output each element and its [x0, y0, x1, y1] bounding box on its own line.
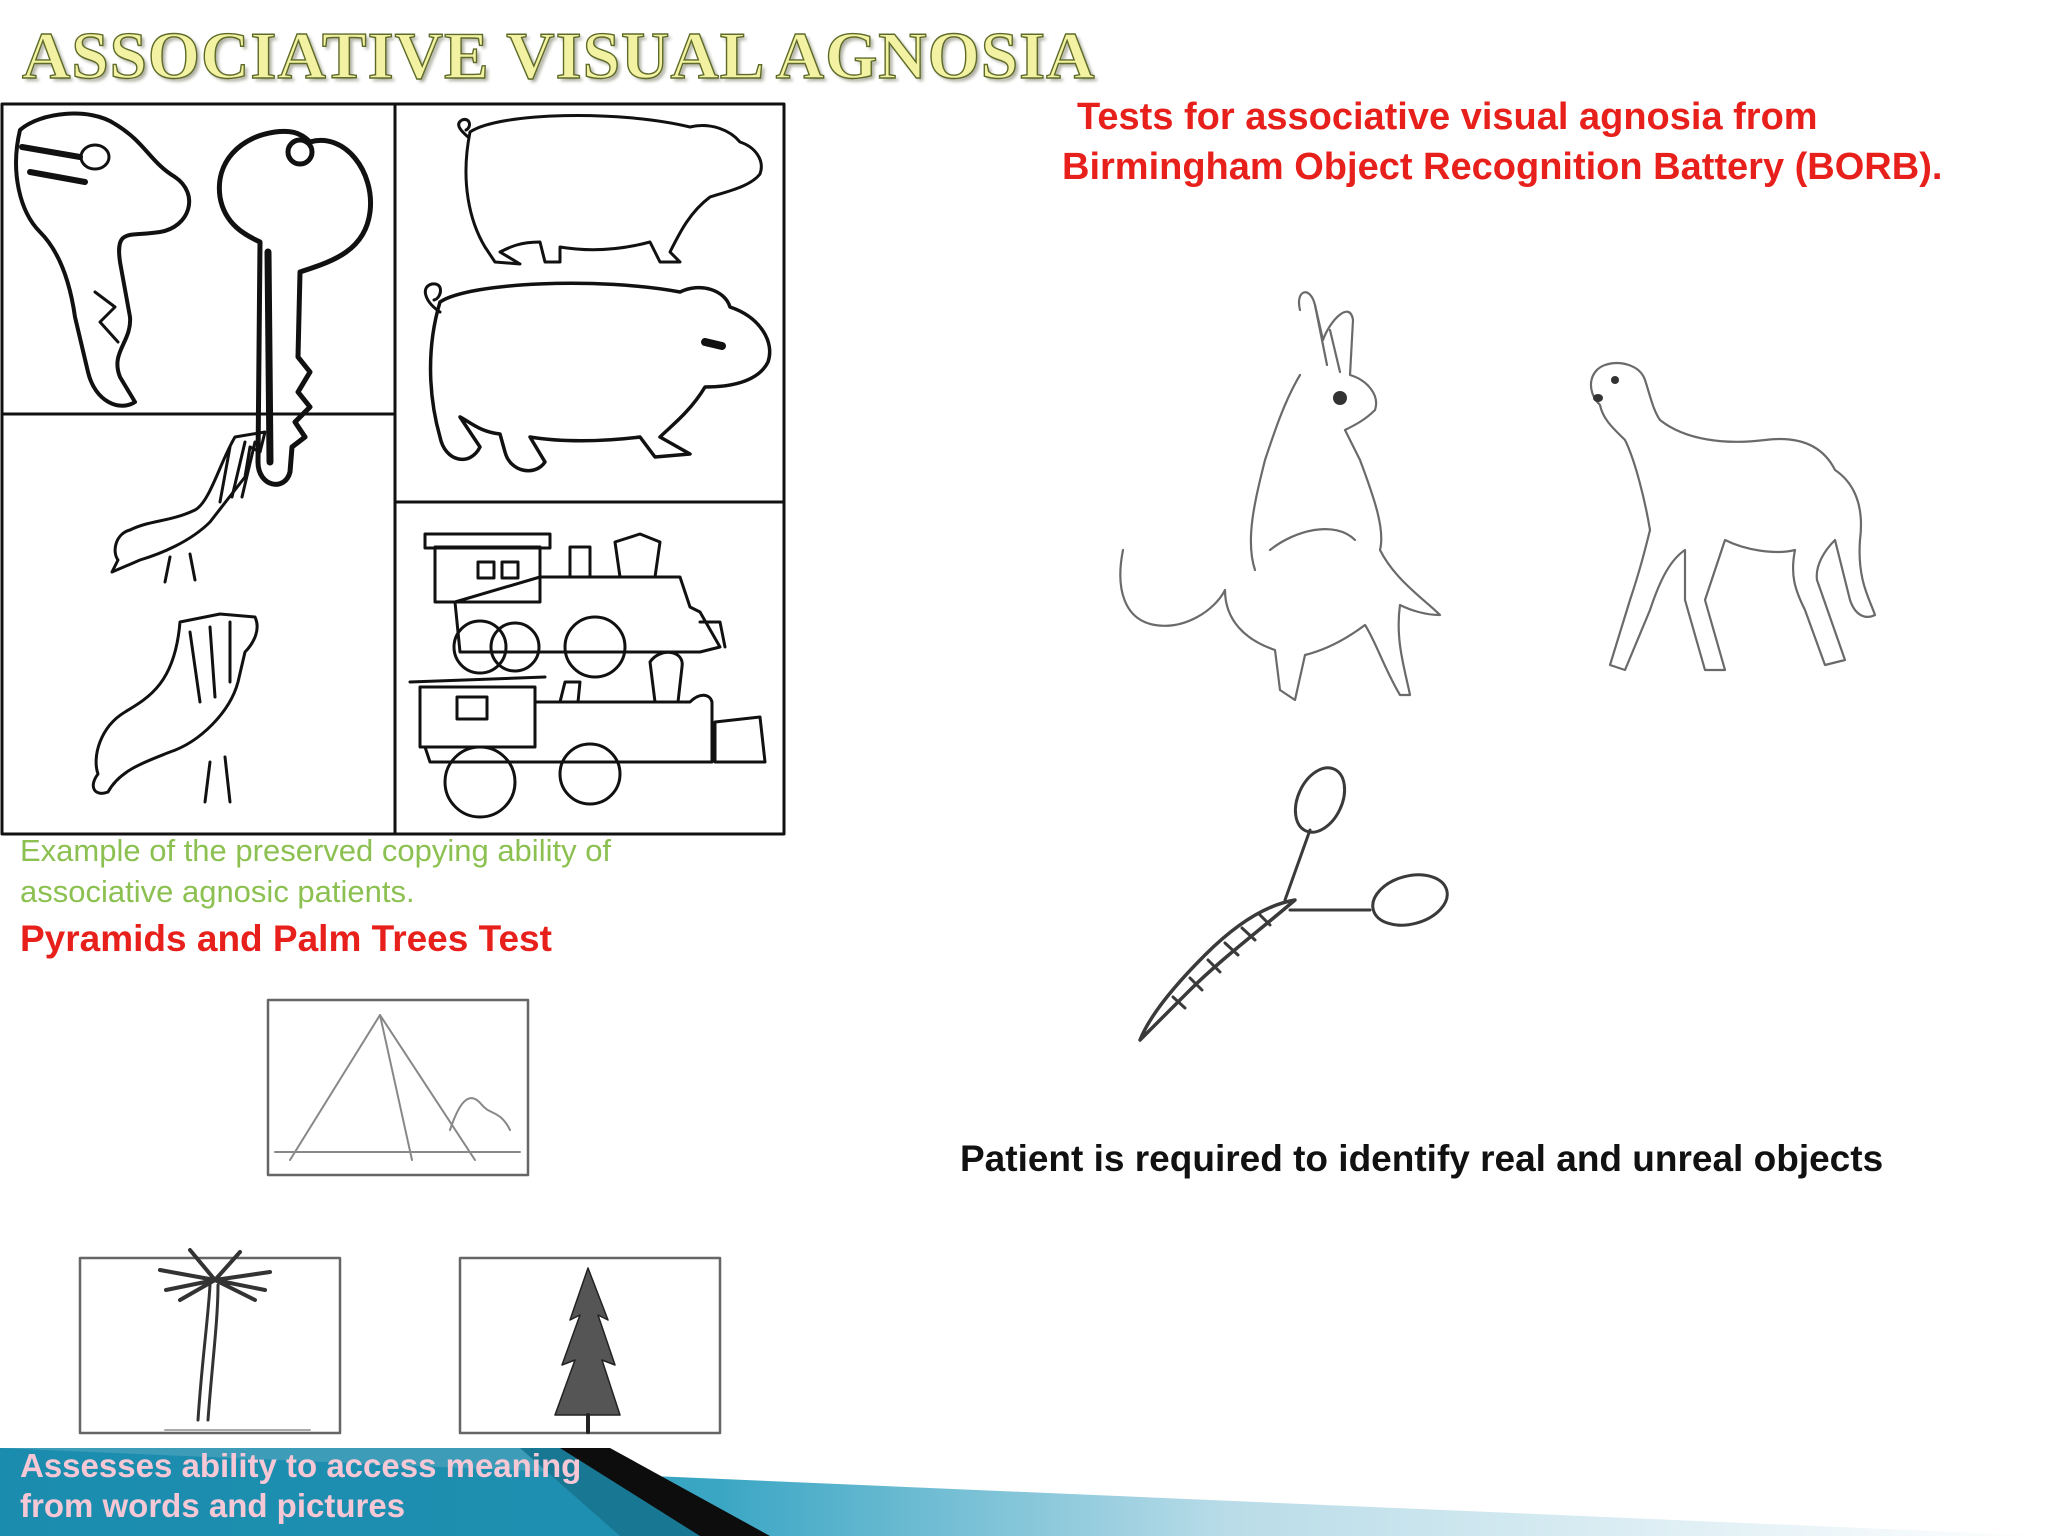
borb-heading-line-1: Tests for associative visual agnosia from — [1077, 96, 1818, 138]
borb-heading — [1062, 92, 2022, 192]
borb-heading-line-2: Birmingham Object Recognition Battery (BORB). — [1062, 146, 1943, 188]
copying-caption — [20, 830, 780, 912]
copying-ability-figure — [0, 102, 790, 838]
footer-note — [20, 1446, 740, 1526]
key-icon — [16, 114, 370, 485]
footer-note-line-1: Assesses ability to access meaning — [20, 1447, 582, 1484]
slide-title: ASSOCIATIVE VISUAL AGNOSIA — [22, 19, 1096, 93]
borb-scissors-figure — [1120, 760, 1470, 1060]
pine-tree-icon — [555, 1268, 620, 1432]
borb-animals-figure — [1105, 280, 1925, 740]
palm-tree-icon — [160, 1250, 310, 1430]
pyramid-icon — [275, 1015, 520, 1160]
chimera-animal-icon — [1120, 292, 1440, 700]
pyramids-palm-trees-figure — [70, 990, 750, 1450]
copying-caption-line-2: associative agnosic patients. — [20, 874, 415, 909]
train-icon — [410, 534, 765, 817]
dog-icon — [1591, 363, 1875, 670]
scissors-icon — [1140, 760, 1453, 1040]
pig-icon — [425, 116, 769, 471]
pyramids-palm-trees-heading: Pyramids and Palm Trees Test — [20, 918, 552, 959]
footer-note-line-2: from words and pictures — [20, 1487, 406, 1524]
bird-icon — [93, 432, 265, 802]
patient-instruction-note: Patient is required to identify real and unreal objects — [960, 1138, 1884, 1179]
copying-caption-line-1: Example of the preserved copying ability of — [20, 833, 612, 868]
